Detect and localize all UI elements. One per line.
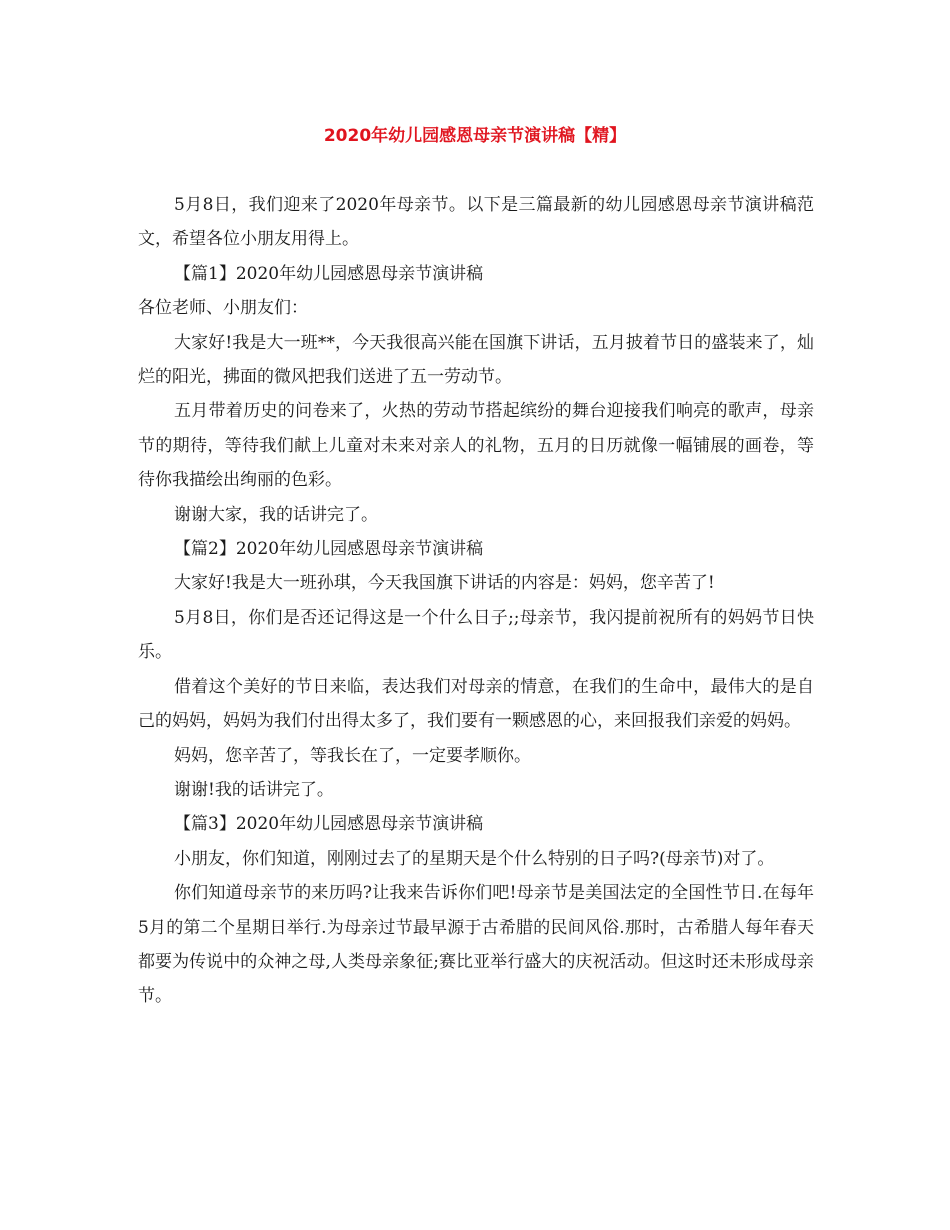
paragraph: 5月8日，我们迎来了2020年母亲节。以下是三篇最新的幼儿园感恩母亲节演讲稿范文，希望各位小朋友用得上。 (138, 195, 814, 250)
paragraph: 谢谢!我的话讲完了。 (174, 779, 334, 800)
paragraph: 【篇1】2020年幼儿园感恩母亲节演讲稿 (174, 263, 484, 284)
document-title: 2020年幼儿园感恩母亲节演讲稿【精】 (323, 126, 627, 146)
paragraph: 借着这个美好的节日来临，表达我们对母亲的情意，在我们的生命中，最伟大的是自己的妈妈，妈妈为我们付出得太多了，我们要有一颗感恩的心，来回报我们亲爱的妈妈。 (138, 676, 814, 732)
paragraph: 5月8日，你们是否还记得这是一个什么日子;;母亲节，我闪提前祝所有的妈妈节日快乐。 (138, 607, 814, 663)
paragraph: 【篇2】2020年幼儿园感恩母亲节演讲稿 (174, 539, 484, 560)
paragraph: 各位老师、小朋友们： (138, 298, 308, 319)
paragraph: 【篇3】2020年幼儿园感恩母亲节演讲稿 (174, 814, 484, 835)
paragraph: 小朋友，你们知道，刚刚过去了的星期天是个什么特别的日子吗?(母亲节)对了。 (174, 848, 775, 869)
paragraph: 大家好!我是大一班**，今天我很高兴能在国旗下讲话，五月披着节日的盛装来了，灿烂的阳光，拂面的微风把我们送进了五一劳动节。 (138, 332, 814, 388)
paragraph: 妈妈，您辛苦了，等我长在了，一定要孝顺你。 (174, 745, 531, 766)
paragraph: 大家好!我是大一班孙琪，今天我国旗下讲话的内容是：妈妈，您辛苦了! (174, 573, 715, 594)
paragraph: 谢谢大家，我的话讲完了。 (174, 504, 378, 525)
paragraph: 你们知道母亲节的来历吗?让我来告诉你们吧!母亲节是美国法定的全国性节日.在每年5月的第二个星期日举行.为母亲过节最早源于古希腊的民间风俗.那时，古希腊人每年春天都要为传说中的众神之母,人类母亲象征;赛比亚举行盛大的庆祝活动。但这时还未形成母亲节。 (138, 883, 814, 1007)
paragraph: 五月带着历史的问卷来了，火热的劳动节搭起缤纷的舞台迎接我们响亮的歌声，母亲节的期待，等待我们献上儿童对未来对亲人的礼物，五月的日历就像一幅铺展的画卷，等待你我描绘出绚丽的色彩。 (138, 401, 814, 491)
document-body (138, 188, 814, 1014)
